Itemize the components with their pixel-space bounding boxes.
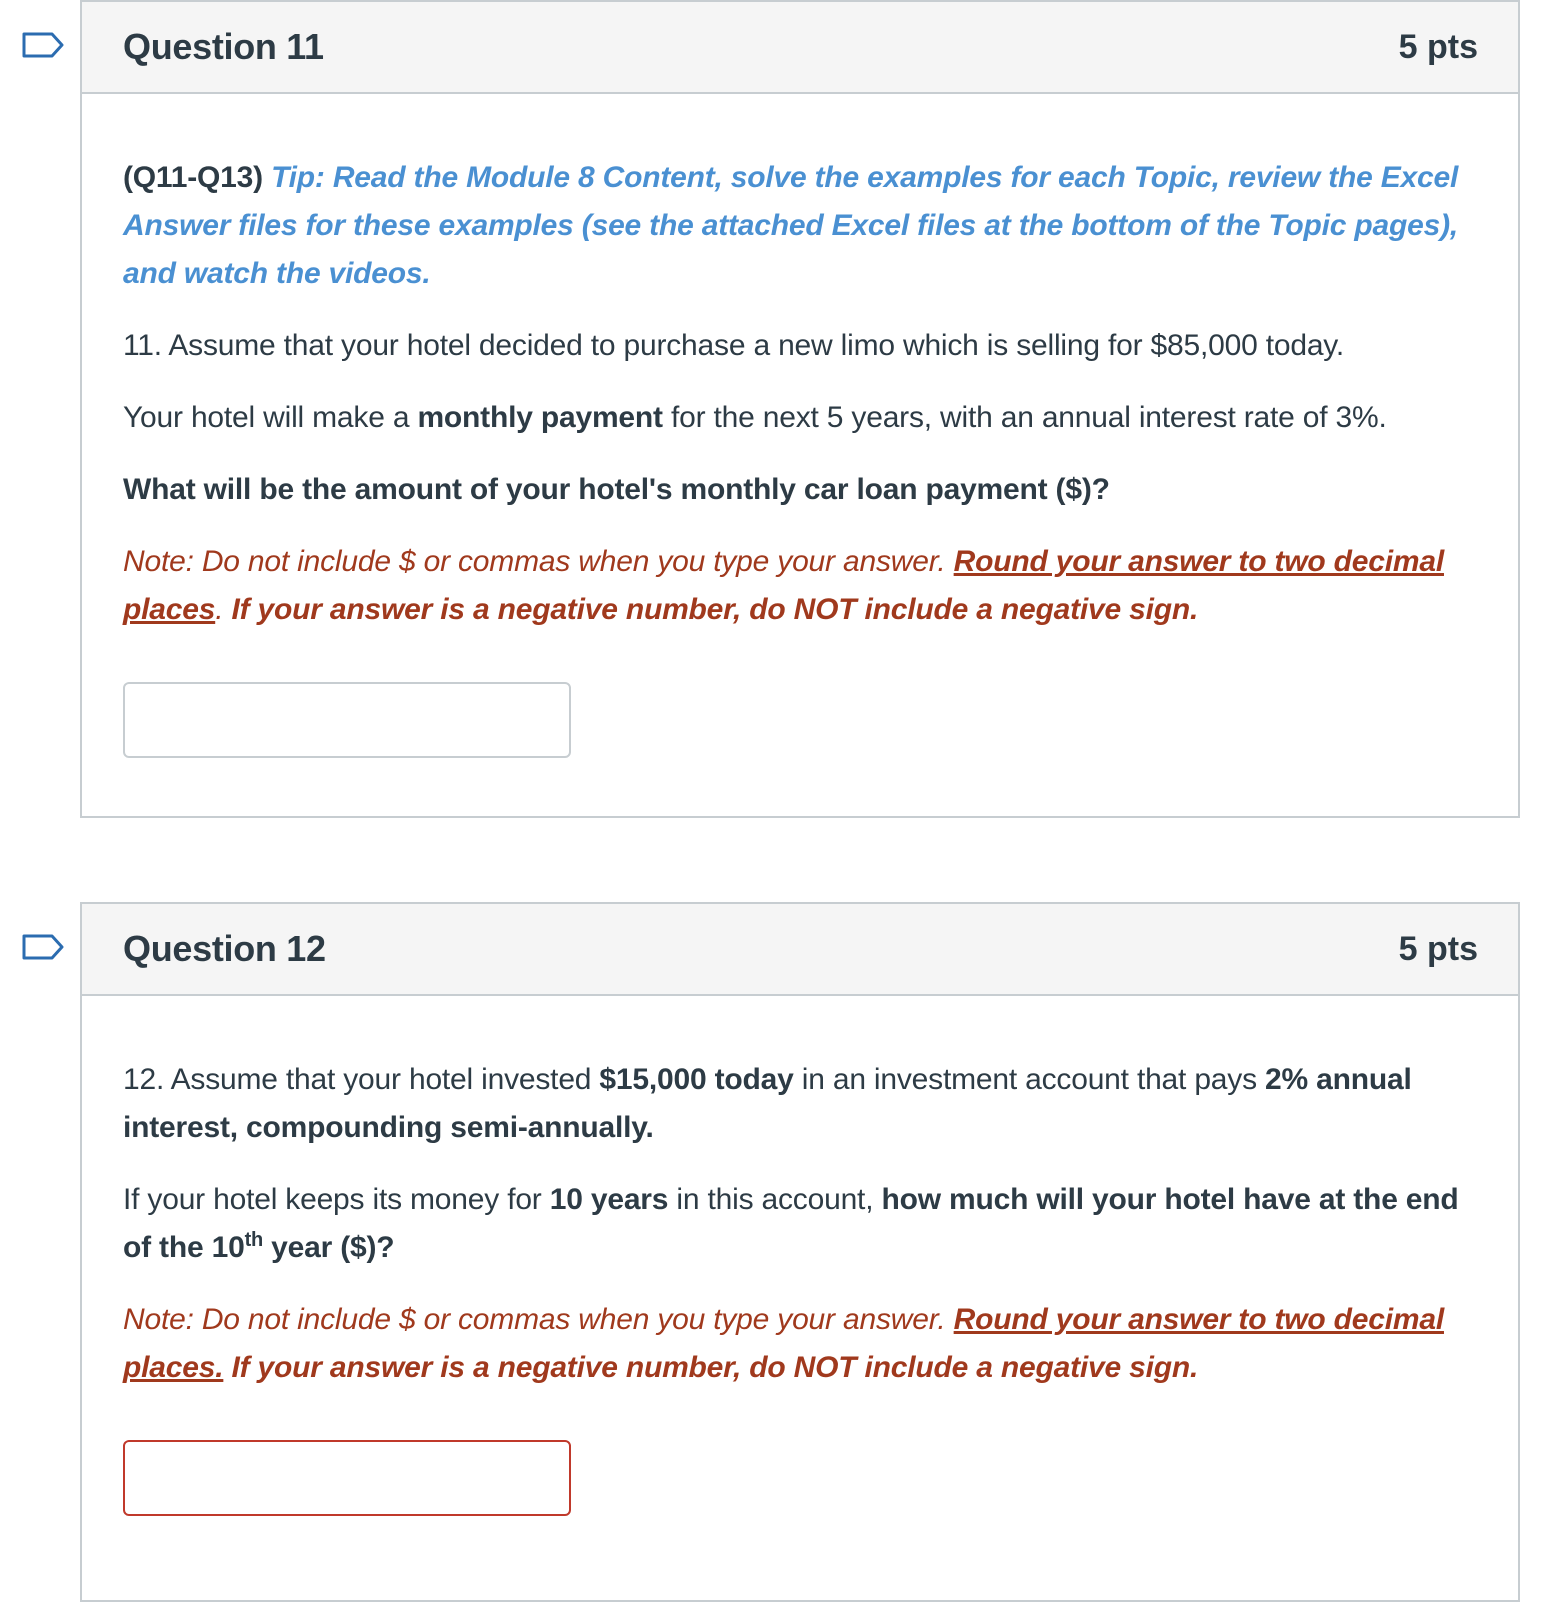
flag-bookmark-icon[interactable]	[22, 934, 64, 960]
question-detail	[123, 394, 1478, 442]
answer-input[interactable]	[123, 1440, 571, 1516]
flag-bookmark-icon[interactable]	[22, 32, 64, 58]
note-bold-text: If your answer is a negative number, do NOT include a negative sign.	[231, 1351, 1199, 1384]
note-text: Note: Do not include $ or commas when you type your answer.	[123, 545, 954, 578]
answer-note	[123, 1296, 1478, 1392]
note-bold-text: If your answer is a negative number, do NOT include a negative sign.	[231, 593, 1199, 626]
question-title: Question 11	[123, 26, 324, 67]
question-prompt: What will be the amount of your hotel's monthly car loan payment ($)?	[123, 473, 1110, 506]
statement-text-mid: in an investment account that pays	[793, 1063, 1266, 1096]
note-underlined-text: Round your answer to two decimal places.	[123, 1303, 1444, 1384]
detail-text: Your hotel will make a	[123, 401, 418, 434]
question-11-header	[82, 2, 1518, 94]
statement-bold-amount: $15,000 today	[599, 1063, 794, 1096]
tip-paragraph	[123, 154, 1478, 298]
note-punctuation: .	[215, 593, 232, 626]
prompt-bold-years: 10 years	[549, 1183, 669, 1216]
statement-text: 12. Assume that your hotel invested	[123, 1063, 600, 1096]
question-statement	[123, 1056, 1478, 1152]
prompt-text: If your hotel keeps its money for	[123, 1183, 550, 1216]
note-text: Note: Do not include $ or commas when you type your answer.	[123, 1303, 954, 1336]
question-points: 5 pts	[1398, 929, 1478, 968]
question-title: Question 12	[123, 928, 326, 969]
note-underlined-text: Round your answer to two decimal places	[123, 545, 1444, 626]
question-prompt	[123, 1176, 1478, 1272]
answer-input[interactable]	[123, 682, 571, 758]
tip-text: Tip: Read the Module 8 Content, solve the examples for each Topic, review the Excel Answer files for these examples (see the attached Excel files at the bottom of the Topic pages), and watch the videos.	[123, 161, 1459, 290]
question-statement: 11. Assume that your hotel decided to purchase a new limo which is selling for $85,000 today.	[123, 329, 1345, 362]
detail-bold-text: monthly payment	[417, 401, 663, 434]
question-12-card	[80, 902, 1520, 1602]
question-points: 5 pts	[1398, 27, 1478, 66]
question-12-body	[82, 1056, 1518, 1516]
question-11-card	[80, 0, 1520, 818]
prompt-text-mid: in this account,	[668, 1183, 882, 1216]
answer-note	[123, 538, 1478, 634]
question-12-header	[82, 904, 1518, 996]
detail-text-end: for the next 5 years, with an annual interest rate of 3%.	[662, 401, 1387, 434]
ordinal-superscript: th	[244, 1229, 264, 1251]
question-11-body	[82, 154, 1518, 758]
prompt-bold-question: how much will your hotel have at the end of the 10	[123, 1183, 1459, 1264]
question-range-label: (Q11-Q13)	[123, 161, 263, 194]
prompt-bold-end: year ($)?	[263, 1231, 395, 1264]
statement-bold-rate: 2% annual interest, compounding semi-annually.	[123, 1063, 1412, 1144]
